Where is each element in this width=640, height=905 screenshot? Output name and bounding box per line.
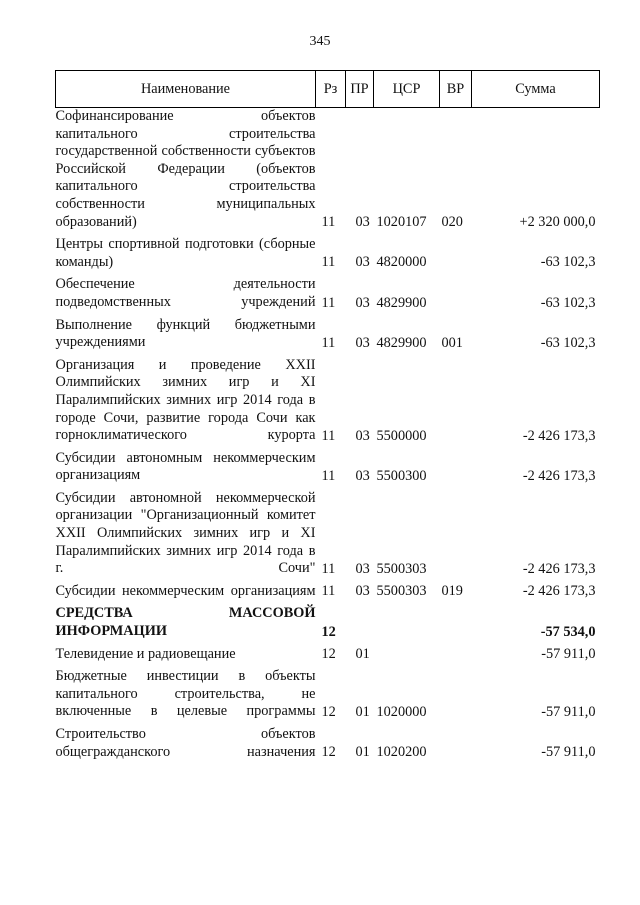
row-vr [440, 605, 472, 640]
row-name: Софинансирование объектов капитального строительства государственной собственности субъектов Российской Федерации (объектов капитального строительства собственности муниципальных образований) [55, 108, 316, 230]
row-csr: 4829900 [376, 294, 427, 311]
row-sum: -63 102,3 [540, 334, 596, 351]
row-pr: 03 [355, 334, 370, 351]
header-vr: ВР [440, 71, 472, 108]
row-name: Центры спортивной подготовки (сборные команды) [55, 236, 316, 270]
row-rz: 11 [321, 467, 336, 484]
header-rz: Рз [316, 71, 346, 108]
table-row [56, 108, 600, 232]
table-row [56, 605, 600, 640]
row-csr: 1020000 [376, 704, 427, 720]
row-rz: 11 [321, 560, 336, 577]
row-csr: 5500000 [376, 427, 427, 444]
table-row [56, 646, 600, 664]
header-name: Наименование [56, 71, 316, 108]
row-name: Обеспечение деятельности подведомственных учреждений [55, 276, 316, 310]
table-header-row [56, 71, 600, 108]
row-pr: 01 [355, 744, 370, 761]
row-csr: 4829900 [376, 334, 427, 351]
row-vr [440, 450, 472, 485]
row-csr: 1020107 [376, 214, 427, 231]
row-csr: 4820000 [376, 254, 427, 271]
row-sum: -63 102,3 [540, 254, 596, 271]
row-rz: 12 [321, 744, 336, 761]
row-rz: 11 [321, 254, 336, 271]
row-name: Субсидии некоммерческим организациям [55, 582, 316, 599]
row-name: Бюджетные инвестиции в объекты капитального строительства, не включенные в целевые программы [55, 668, 316, 720]
row-pr: 03 [355, 560, 370, 577]
row-pr: 03 [355, 214, 370, 231]
row-pr: 03 [355, 294, 370, 311]
row-csr: 5500303 [376, 560, 427, 577]
row-name: Субсидии автономной некоммерческой организации "Организационный комитет XXII Олимпийских зимних игр и XI Паралимпийских зимних игр 2014 года в г. Сочи" [55, 489, 316, 577]
row-csr: 5500300 [376, 467, 427, 484]
budget-table [55, 70, 600, 761]
row-csr [374, 605, 440, 640]
row-rz: 12 [321, 704, 336, 720]
row-csr: 5500303 [376, 583, 427, 600]
row-sum: -2 426 173,3 [522, 467, 596, 484]
row-pr: 03 [355, 583, 370, 600]
table-row [56, 583, 600, 601]
row-vr: 019 [441, 583, 463, 600]
row-pr: 01 [355, 646, 370, 663]
table-row [56, 668, 600, 721]
row-name: Субсидии автономным некоммерческим организациям [55, 449, 316, 484]
row-csr: 1020200 [376, 744, 427, 761]
table-row [56, 450, 600, 485]
row-name: Выполнение функций бюджетными учреждениями [55, 316, 316, 351]
row-rz: 11 [321, 214, 336, 231]
row-vr [440, 490, 472, 578]
header-sum: Сумма [472, 71, 600, 108]
row-name: СРЕДСТВА МАССОВОЙ ИНФОРМАЦИИ [55, 605, 316, 640]
row-sum: -57 911,0 [541, 704, 596, 720]
row-pr: 03 [355, 427, 370, 444]
row-csr [374, 646, 440, 664]
row-sum: -2 426 173,3 [522, 427, 596, 444]
row-rz: 11 [321, 583, 336, 600]
table-row [56, 276, 600, 311]
row-rz: 12 [321, 646, 336, 663]
row-sum: -2 426 173,3 [522, 583, 596, 600]
row-pr [346, 605, 374, 640]
row-sum: +2 320 000,0 [519, 214, 596, 231]
row-vr [440, 357, 472, 445]
row-name: Строительство объектов общегражданского назначения [55, 726, 316, 760]
table-row [56, 490, 600, 578]
header-csr: ЦСР [374, 71, 440, 108]
row-rz: 11 [321, 334, 336, 351]
table-body [56, 108, 600, 762]
row-pr: 01 [355, 704, 370, 720]
row-vr [440, 236, 472, 271]
row-sum: -57 534,0 [540, 623, 596, 640]
row-pr: 03 [355, 254, 370, 271]
row-sum: -57 911,0 [541, 744, 596, 761]
row-vr [440, 276, 472, 311]
row-pr: 03 [355, 467, 370, 484]
row-sum: -57 911,0 [541, 646, 596, 663]
row-vr [440, 726, 472, 761]
table-row [56, 357, 600, 445]
row-sum: -63 102,3 [540, 294, 596, 311]
row-sum: -2 426 173,3 [522, 560, 596, 577]
row-rz: 11 [321, 294, 336, 311]
row-vr: 020 [441, 214, 463, 231]
row-vr [440, 668, 472, 721]
row-vr [440, 646, 472, 664]
row-name: Телевидение и радиовещание [55, 645, 236, 662]
table-row [56, 726, 600, 761]
row-name: Организация и проведение XXII Олимпийских зимних игр и XI Паралимпийских зимних игр 2014 года в городе Сочи, развитие города Сочи как горноклиматического курорта [55, 356, 316, 444]
page-number: 345 [309, 34, 331, 49]
row-vr: 001 [441, 334, 463, 351]
table-row [56, 236, 600, 271]
header-pr: ПР [346, 71, 374, 108]
row-rz: 11 [321, 427, 336, 444]
row-rz: 12 [321, 623, 336, 640]
table-row [56, 317, 600, 352]
